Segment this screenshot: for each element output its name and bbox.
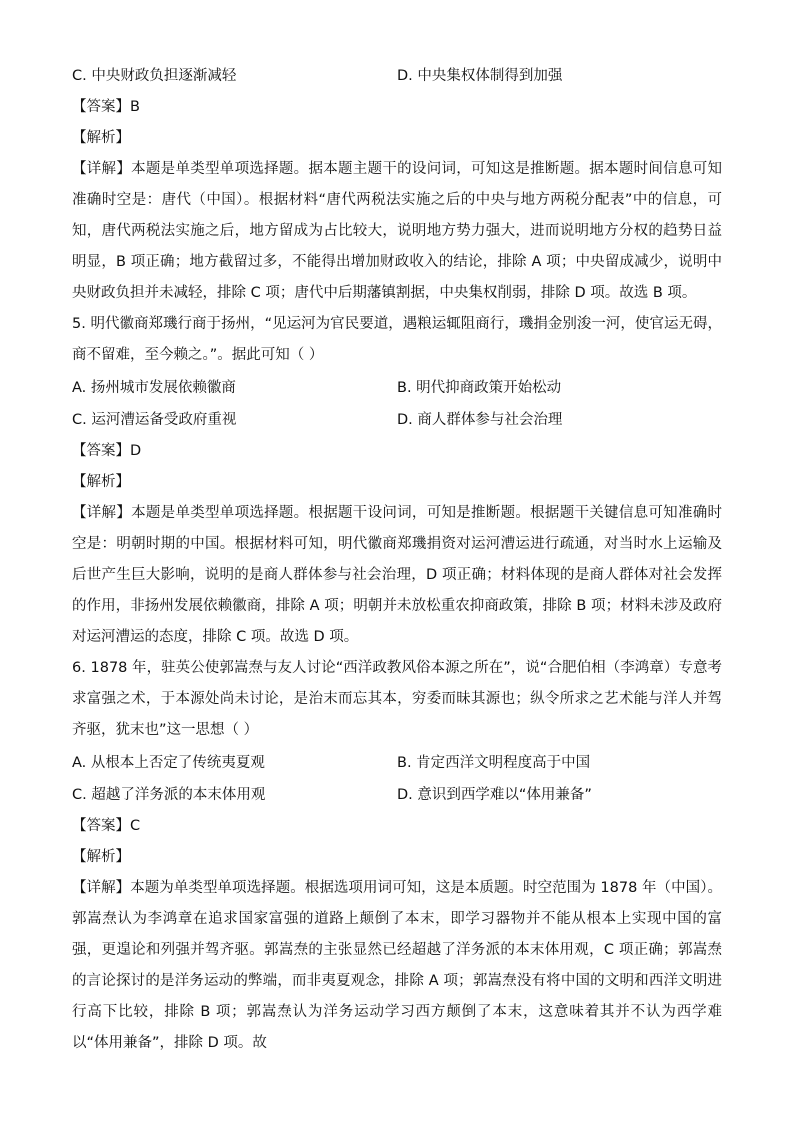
q5-option-a: A. 扬州城市发展依赖徽商 bbox=[72, 380, 236, 396]
q6-answer: 【答案】C bbox=[72, 818, 141, 834]
q5-detail: 【详解】本题是单类型单项选择题。根据题干设问词，可知是推断题。根据题干关键信息可知准确时空是：明朝时期的中国。根据材料可知，明代徽商郑璣捐资对运河漕运进行疏通，对当时水上运输及后世产生巨大影响，说明的是商人群体参与社会治理，D 项正确；材料体现的是商人群体对社会发挥的作用，非扬州发展依赖徽商，排除 A 项；明朝并未放松重农抑商政策，排除 B 项；材料未涉及政府对运河漕运的态度，排除 C 项。故选 D 项。 bbox=[72, 505, 722, 645]
q5-option-c: C. 运河漕运备受政府重视 bbox=[72, 412, 237, 428]
q4-option-d: D. 中央集权体制得到加强 bbox=[397, 68, 563, 84]
q6-option-c: C. 超越了洋务派的本末体用观 bbox=[72, 787, 266, 803]
q6-stem: 6. 1878 年，驻英公使郭嵩焘与友人讨论“西洋政教风俗本源之所在”，说“合肥伯相（李鸿章）专意考求富强之术，于本源处尚未讨论，是治末而忘其本，穷委而昧其源也；纵令所求之艺术能与洋人并驾齐驱，犹末也”这一思想（ ） bbox=[72, 660, 722, 738]
q6-option-a: A. 从根本上否定了传统夷夏观 bbox=[72, 755, 265, 771]
q6-option-d: D. 意识到西学难以“体用兼备” bbox=[397, 787, 592, 803]
q6-option-b: B. 肯定西洋文明程度高于中国 bbox=[397, 755, 591, 771]
q4-analysis-label: 【解析】 bbox=[72, 130, 130, 146]
q5-answer: 【答案】D bbox=[72, 443, 142, 459]
q5-analysis-label: 【解析】 bbox=[72, 474, 130, 490]
q5-option-d: D. 商人群体参与社会治理 bbox=[397, 412, 563, 428]
q6-analysis-label: 【解析】 bbox=[72, 849, 130, 865]
q4-answer: 【答案】B bbox=[72, 99, 140, 115]
q4-detail: 【详解】本题是单类型单项选择题。据本题主题干的设问词，可知这是推断题。据本题时间信息可知准确时空是：唐代（中国）。根据材料“唐代两税法实施之后的中央与地方两税分配表”中的信息，可知，唐代两税法实施之后，地方留成为占比较大，说明地方势力强大，进而说明地方分权的趋势日益明显，B 项正确；地方截留过多，不能得出增加财政收入的结论，排除 A 项；中央留成减少，说明中央财政负担并未减轻，排除 C 项；唐代中后期藩镇割据，中央集权削弱，排除 D 项。故选 B 项。 bbox=[72, 161, 722, 301]
q5-stem: 5. 明代徽商郑璣行商于扬州，“见运河为官民要道，遇粮运辄阻商行，璣捐金别浚一河，使官运无碍，商不留难，至今赖之。”。据此可知（ ） bbox=[72, 316, 722, 363]
q5-option-b: B. 明代抑商政策开始松动 bbox=[397, 380, 562, 396]
q6-detail: 【详解】本题为单类型单项选择题。根据选项用词可知，这是本质题。时空范围为 1878 年（中国）。郭嵩焘认为李鸿章在追求国家富强的道路上颠倒了本末，即学习器物并不能从根本上实现中国的富强，更遑论和列强并驾齐驱。郭嵩焘的主张显然已经超越了洋务派的本末体用观，C 项正确；郭嵩焘的言论探讨的是洋务运动的弊端，而非夷夏观念，排除 A 项；郭嵩焘没有将中国的文明和西洋文明进行高下比较，排除 B 项；郭嵩焘认为洋务运动学习西方颠倒了本末，这意味着其并不认为西学难以“体用兼备”，排除 D 项。故 bbox=[72, 880, 722, 1051]
q4-option-c: C. 中央财政负担逐渐减轻 bbox=[72, 68, 237, 84]
